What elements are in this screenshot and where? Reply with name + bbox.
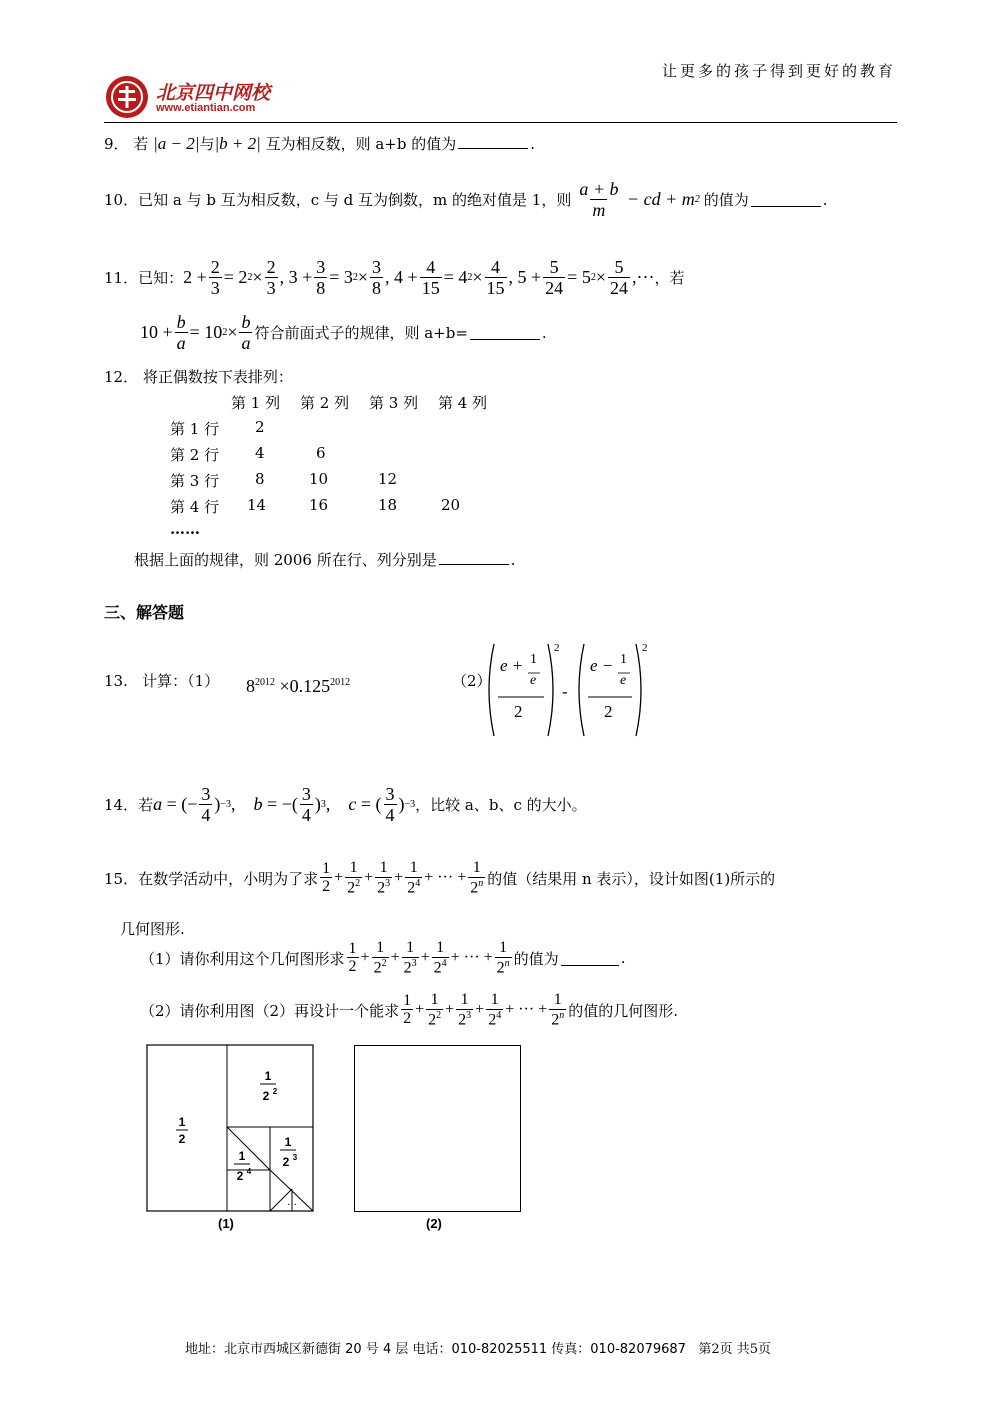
q11-line2: 符合前面式子的规律，则 a+b= [254, 324, 468, 343]
figure-2-caption: (2) [426, 1216, 442, 1231]
q10-answer-blank [751, 192, 821, 207]
q12-conclusion-line [134, 549, 516, 570]
section-title: 三、解答题 [104, 603, 185, 622]
q12-conclusion: 根据上面的规律，则 2006 所在行、列分别是 [134, 551, 437, 569]
q10-end: . [822, 190, 828, 209]
q9-answer-blank [458, 134, 528, 149]
q15-sub2-series: $\frac{1}{2}$ + $\frac{1}{2^2}$ + $\frac{1}{2^3}$ + $\frac{1}{2^4}$ + ··· + $\frac{1}{2^n}$ [403, 991, 565, 1029]
question-13 [104, 670, 219, 691]
q12-end: . [510, 551, 516, 569]
cell: 20 [441, 496, 461, 514]
logo-text: 北京四中网校 [156, 82, 271, 104]
figure-2 [354, 1045, 521, 1212]
svg-text:2: 2 [282, 1155, 290, 1169]
cell: 18 [378, 496, 398, 514]
footer [185, 1338, 771, 1357]
question-14 [104, 785, 587, 825]
q15-sub1-post: 的值为 [513, 949, 559, 968]
cell: 6 [316, 444, 326, 462]
q14-post: ，比较 a、b、c 的大小。 [415, 796, 587, 815]
question-11 [104, 258, 684, 298]
q11-answer-blank [470, 325, 540, 340]
question-9 [104, 133, 535, 154]
q11-end: . [541, 323, 547, 342]
cell: 14 [247, 496, 267, 514]
q10-post: 的值为 [703, 191, 749, 210]
q11-tail: ，若 [654, 269, 685, 288]
svg-text:2: 2 [236, 1169, 244, 1183]
q15-post: 的值（结果用 n 表示），设计如图(1)所示的 [487, 869, 776, 888]
q13-formula-2: e + 1 e 2 2 - e − 1 e 2 2 [486, 640, 656, 740]
q15-sub2-pre: （2）请你利用图（2）再设计一个能求 [140, 1001, 400, 1020]
q14-formula: a = (− $\frac{3}{4}$ ) −3 , b = −( $\frac{3}{4}$ ) 3 , c = ( $\frac{3}{4}$ ) −3 [153, 784, 416, 825]
footer-address: 地址：北京市西城区新德街 20 号 4 层 电话：010-82025511 传真：010-82079687 [185, 1342, 686, 1357]
cell: 16 [309, 496, 329, 514]
svg-text:1: 1 [264, 1069, 272, 1083]
q10-text: 已知 a 与 b 互为相反数，c 与 d 互为倒数，m 的绝对值是 1，则 [138, 191, 572, 210]
q15-sub1-end: . [620, 949, 626, 968]
svg-text:1: 1 [238, 1149, 246, 1163]
svg-text:2: 2 [262, 1089, 270, 1103]
q11-number: 11． [104, 269, 139, 288]
q12-ellipsis: …… [170, 520, 200, 538]
q11-formula: 2 + $\frac{2}{3}$ = 2 2 × $\frac{2}{3}$ , 3 + $\frac{3}{8}$ = 3 2 × $\frac{3}{8}$ , 4 + $\frac{4}{15}$ = 4 2 × $\frac{4}{15}$ , 5 + $\frac{5}{24}$ = 5 2 × $\frac{5}{24}$ ,··· [183, 257, 655, 298]
q10-formula: $\frac{a + b}{m}$ − cd + m 2 [579, 179, 700, 220]
footer-page: 第2页 共5页 [698, 1342, 772, 1357]
question-12 [104, 366, 293, 387]
svg-text:1: 1 [284, 1135, 292, 1149]
q13-formula-2-brackets [486, 640, 656, 740]
q9-abs-1: |a − 2| [153, 134, 200, 153]
q9-pre: 若 [133, 135, 149, 153]
logo [104, 74, 324, 120]
svg-text:2: 2 [178, 1132, 186, 1146]
svg-text:4: 4 [246, 1167, 252, 1176]
question-11-line2 [140, 313, 547, 353]
q15-sub1-pre: （1）请你利用这个几何图形求 [140, 949, 345, 968]
q15-sub1 [140, 940, 625, 977]
figure-1-dots: ··· [287, 1200, 297, 1211]
figure-1 [146, 1044, 326, 1216]
q9-number: 9． [104, 135, 129, 153]
svg-text:1: 1 [178, 1115, 186, 1129]
cell: 8 [255, 470, 265, 488]
row-label: 第 3 行 [170, 472, 220, 490]
cell: 10 [309, 470, 329, 488]
q12-text: 将正偶数按下表排列： [142, 368, 293, 386]
row-label: 第 4 行 [170, 498, 220, 516]
q12-col-2: 第 2 列 [300, 394, 350, 412]
q15-sub2 [140, 992, 678, 1029]
q12-number: 12． [104, 368, 139, 386]
q15-line2: 几何图形. [120, 920, 185, 938]
svg-text:3: 3 [292, 1153, 298, 1162]
q9-end: . [530, 135, 536, 153]
q14-number: 14． [104, 796, 139, 815]
q12-col-4: 第 4 列 [438, 394, 488, 412]
q13-formula-1: $8^{2012} \times 0.125^{2012}$ [246, 676, 351, 696]
q15-pre: 在数学活动中，小明为了求 [138, 869, 319, 888]
logo-emblem-icon [104, 74, 150, 120]
question-10 [104, 180, 828, 220]
q9-post: 互为相反数，则 a+b 的值为 [265, 135, 457, 153]
q15-series: $\frac{1}{2}$ + $\frac{1}{2^2}$ + $\frac{1}{2^3}$ + $\frac{1}{2^4}$ + ··· + $\frac{1}{2^n}$ [322, 859, 484, 897]
q9-abs-2: |b + 2| [214, 134, 261, 153]
row-label: 第 2 行 [170, 446, 220, 464]
q9-mid: 与 [199, 135, 215, 153]
question-15 [104, 860, 775, 897]
figure-1-caption: (1) [218, 1216, 234, 1231]
cell: 4 [255, 444, 265, 462]
q12-col-3: 第 3 列 [369, 394, 419, 412]
q14-pre: 若 [138, 796, 154, 815]
row-label: 第 1 行 [170, 420, 220, 438]
header-slogan: 让更多的孩子得到更好的教育 [661, 62, 896, 80]
cell: 2 [255, 418, 265, 436]
q12-col-1: 第 1 列 [231, 394, 281, 412]
q13-pre: 计算：（1） [142, 672, 220, 690]
q12-table [170, 418, 500, 528]
q13-part2-label: （2） [452, 672, 492, 690]
q15-sub2-post: 的值的几何图形. [568, 1001, 678, 1020]
svg-text:2: 2 [272, 1087, 278, 1096]
q10-number: 10． [104, 191, 139, 210]
q12-answer-blank [439, 550, 509, 565]
q15-answer-blank [561, 951, 619, 966]
q15-sub1-series: $\frac{1}{2}$ + $\frac{1}{2^2}$ + $\frac{1}{2^3}$ + $\frac{1}{2^4}$ + ··· + $\frac{1}{2^n}$ [348, 939, 510, 977]
header-rule [104, 122, 897, 123]
q11-formula-2: 10 + $\frac{b}{a}$ = 10 2 × $\frac{b}{a}$ [140, 312, 251, 353]
q13-number: 13. [104, 672, 128, 690]
cell: 12 [378, 470, 398, 488]
logo-url: www.etiantian.com [156, 102, 256, 114]
q15-number: 15． [104, 869, 139, 888]
q11-pre: 已知： [138, 269, 184, 288]
